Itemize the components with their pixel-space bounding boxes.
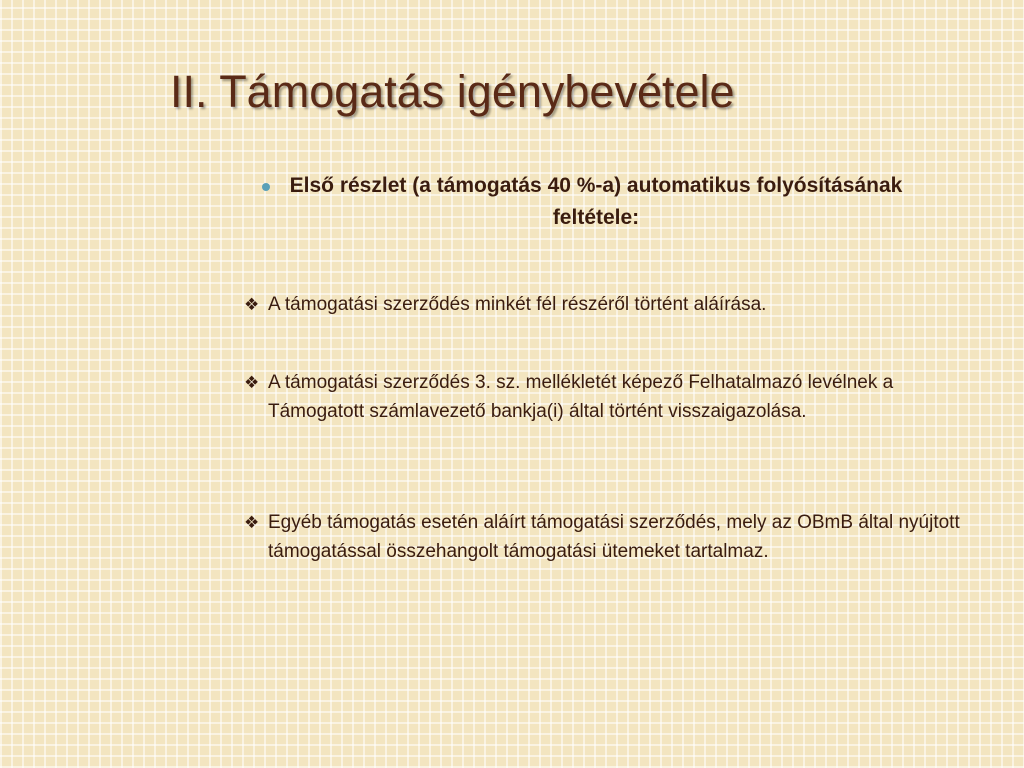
list-item-text: A támogatási szerződés minkét fél részéről történt aláírása. xyxy=(268,294,767,315)
list-item-text: Egyéb támogatás esetén aláírt támogatási szerződés, mely az OBmB által nyújtott támogatással összehangolt támogatási ütemeket tartalmaz. xyxy=(268,512,960,562)
diamond-bullet-icon: ❖ xyxy=(244,295,260,314)
list-item xyxy=(244,368,984,426)
lead-text: Első részlet (a támogatás 40 %-a) automatikus folyósításának feltétele: xyxy=(289,174,903,229)
bullet-dot-icon xyxy=(262,183,270,191)
slide-title: II. Támogatás igénybevétele xyxy=(170,66,735,117)
list-item xyxy=(244,290,984,319)
lead-bullet xyxy=(262,170,962,234)
list-item-text: A támogatási szerződés 3. sz. mellékletét képező Felhatalmazó levélnek a Támogatott számlavezető bankja(i) által történt visszaigazolása. xyxy=(268,372,894,422)
list-item xyxy=(244,508,984,566)
diamond-bullet-icon: ❖ xyxy=(244,513,260,532)
diamond-bullet-icon: ❖ xyxy=(244,373,260,392)
